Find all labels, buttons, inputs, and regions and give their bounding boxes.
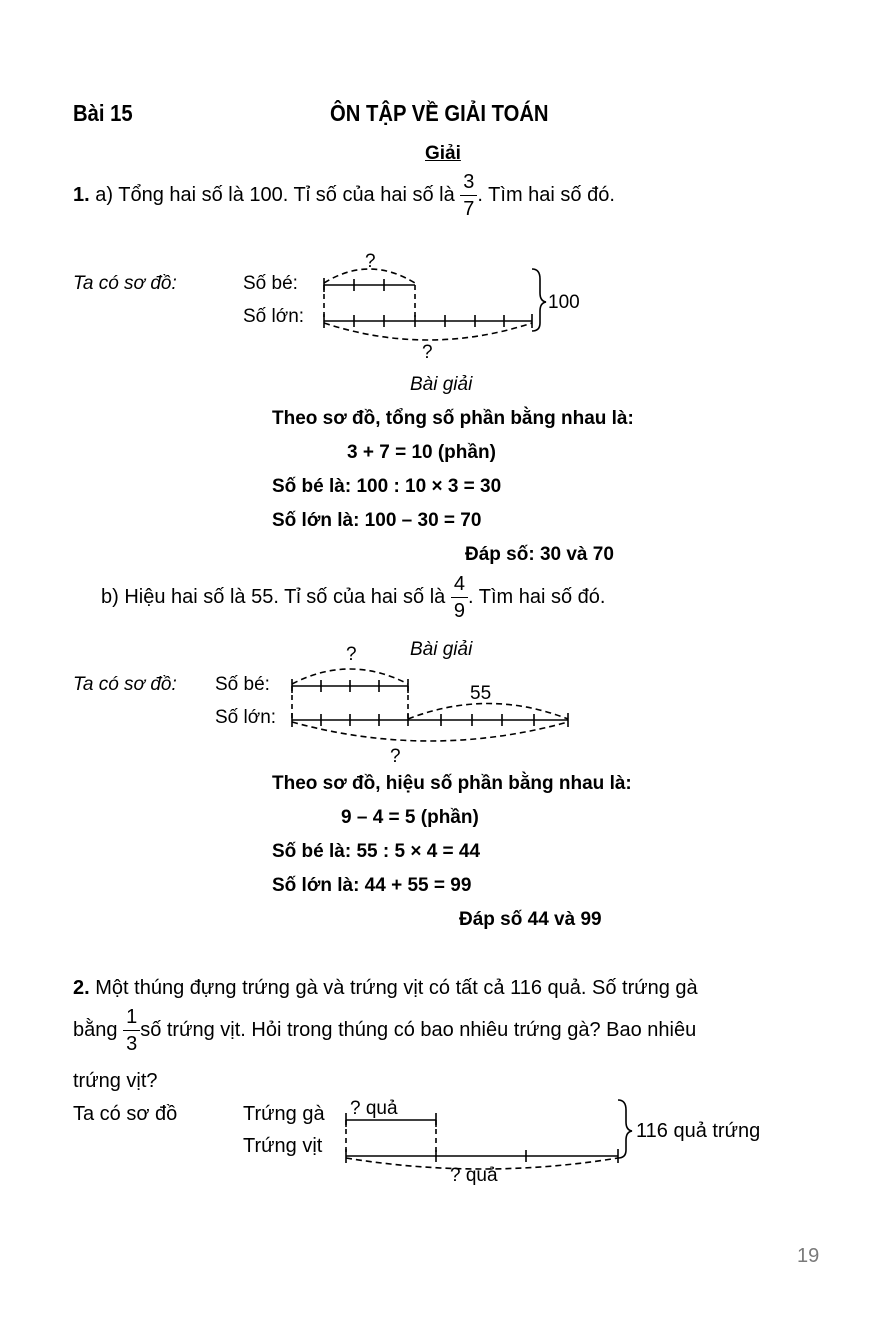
- diagram-1b-difference: 55: [470, 683, 492, 704]
- problem-1b-text: b) Hiệu hai số là 55. Tỉ số của hai số là: [101, 585, 446, 608]
- problem-2-line-3: trứng vịt?: [73, 1070, 158, 1092]
- total-brace: [618, 1100, 632, 1158]
- diagram-1b-small-label: Số bé:: [215, 674, 270, 695]
- solution-1b-step-4: Số lớn là: 44 + 55 = 99: [272, 875, 472, 896]
- solution-1a-title: Bài giải: [410, 374, 473, 395]
- diagram-2-lead: Ta có sơ đồ: [73, 1103, 178, 1125]
- solution-1b-step-2: 9 – 4 = 5 (phần): [341, 807, 479, 828]
- solution-1b-answer: Đáp số 44 và 99: [459, 909, 602, 930]
- diagram-2-total: 116 quả trứng: [636, 1120, 761, 1142]
- diagram-1b-q-top: ?: [346, 644, 357, 665]
- large-arc: [292, 722, 568, 741]
- fraction-3-7: [460, 172, 477, 219]
- fraction-numerator: 4: [451, 574, 468, 598]
- problem-1a-statement: [73, 172, 615, 219]
- solution-1a-answer: Đáp số: 30 và 70: [465, 544, 614, 565]
- problem-1-number: 1.: [73, 183, 90, 206]
- solution-1a-step-4: Số lớn là: 100 – 30 = 70: [272, 510, 482, 531]
- problem-1b-text-end: . Tìm hai số đó.: [467, 585, 606, 608]
- fraction-4-9: [451, 574, 468, 621]
- diagram-2-q-duck: ? quả: [450, 1165, 498, 1186]
- diagram-1a-segments: [300, 245, 630, 365]
- fraction-denominator: 7: [463, 198, 475, 220]
- problem-1b-statement: [101, 574, 605, 621]
- problem-2-number: 2.: [73, 977, 90, 999]
- solution-heading: Giải: [425, 143, 461, 164]
- diagram-2-q-chicken: ? quả: [350, 1098, 398, 1119]
- fraction-denominator: 9: [453, 600, 465, 622]
- large-arc: [324, 323, 532, 340]
- fraction-1-3: [123, 1007, 140, 1054]
- page-number: 19: [797, 1245, 820, 1267]
- solution-1b-step-1: Theo sơ đồ, hiệu số phần bằng nhau là:: [272, 773, 632, 794]
- diagram-1a-q-top: ?: [365, 251, 376, 272]
- diagram-1b-q-bottom: ?: [390, 746, 401, 767]
- diagram-1a-small-label: Số bé:: [243, 273, 298, 294]
- diagram-1b-large-label: Số lớn:: [215, 707, 277, 728]
- diagram-2-segments: [330, 1090, 790, 1190]
- fraction-denominator: 3: [126, 1033, 138, 1055]
- solution-1a-step-3: Số bé là: 100 : 10 × 3 = 30: [272, 476, 502, 497]
- problem-1a-text: a) Tổng hai số là 100. Tỉ số của hai số là: [95, 183, 455, 206]
- page-title: ÔN TẬP VỀ GIẢI TOÁN: [330, 100, 549, 126]
- problem-2-text-2b: số trứng vịt. Hỏi trong thúng có bao nhiêu trứng gà? Bao nhiêu: [140, 1018, 697, 1041]
- difference-arc: [408, 704, 568, 720]
- solution-1a-step-2: 3 + 7 = 10 (phần): [347, 442, 496, 463]
- diagram-1a-total: 100: [548, 292, 580, 313]
- diagram-1a-q-bottom: ?: [422, 342, 433, 363]
- diagram-1b-segments: [280, 640, 590, 770]
- problem-2-text-2a: bằng: [73, 1018, 118, 1041]
- problem-2-line-1: [73, 977, 698, 1000]
- diagram-1b-lead: Ta có sơ đồ:: [73, 674, 177, 695]
- diagram-2-duck-label: Trứng vịt: [243, 1135, 323, 1157]
- lesson-number: Bài 15: [73, 100, 133, 126]
- diagram-2-chicken-label: Trứng gà: [243, 1103, 325, 1125]
- solution-1b-title: Bài giải: [410, 639, 473, 660]
- problem-2-text-1: Một thúng đựng trứng gà và trứng vịt có tất cả 116 quả. Số trứng gà: [95, 977, 698, 999]
- fraction-numerator: 3: [460, 172, 477, 196]
- total-brace: [532, 269, 546, 331]
- problem-1a-text-end: . Tìm hai số đó.: [477, 183, 615, 206]
- problem-2-line-2: [73, 1007, 696, 1054]
- diagram-1a-lead: Ta có sơ đồ:: [73, 273, 177, 294]
- solution-1a-step-1: Theo sơ đồ, tổng số phần bằng nhau là:: [272, 408, 634, 429]
- diagram-1a-large-label: Số lớn:: [243, 306, 305, 327]
- fraction-numerator: 1: [123, 1007, 140, 1031]
- solution-1b-step-3: Số bé là: 55 : 5 × 4 = 44: [272, 841, 481, 862]
